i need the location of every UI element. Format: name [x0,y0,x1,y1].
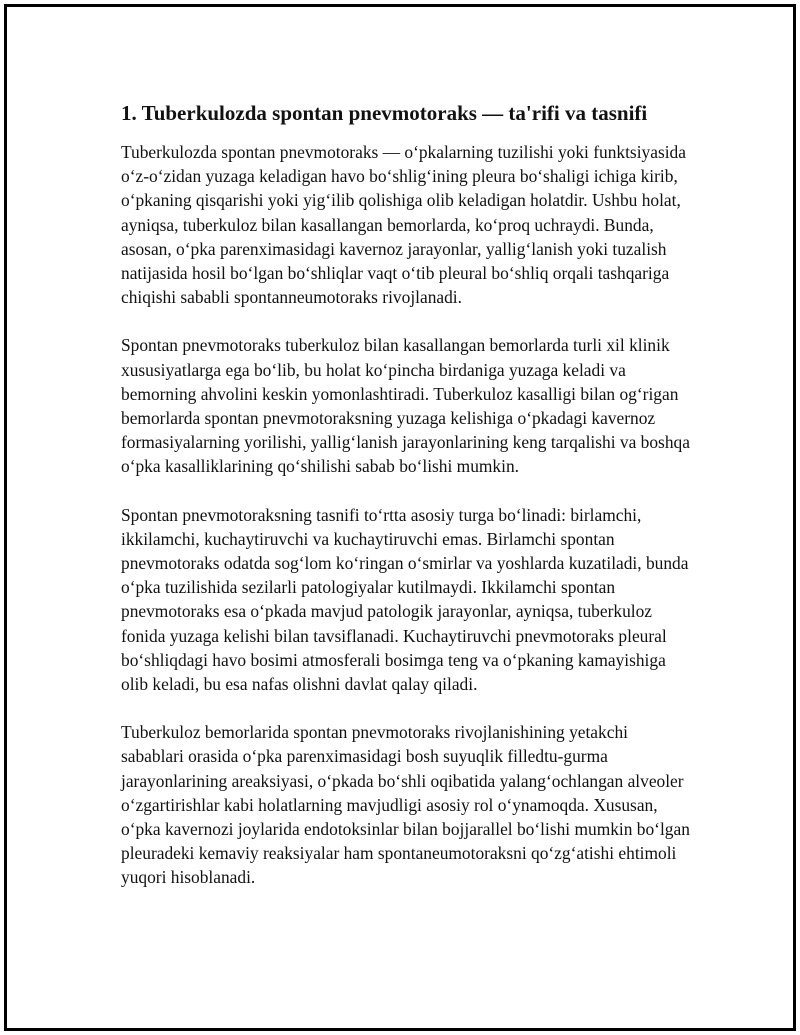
section-title: 1. Tuberkulozda spontan pnevmotoraks — ta'rifi va tasnifi [121,101,648,125]
paragraph-definition: Tuberkulozda spontan pnevmotoraks — o‘pkalarning tuzilishi yoki funktsiyasida o‘z-o‘zidan yuzaga keladigan havo bo‘shlig‘ining pleura bo‘shaligi ichiga kirib, o‘pkaning qisqarishi yoki yig‘ilib qolishiga olib keladigan holatdir. Ushbu holat, ayniqsa, tuberkuloz bilan kasallangan bemorlarda, ko‘proq uchraydi. Bunda, asosan, o‘pka parenximasidagi kavernoz jarayonlar, yallig‘lanish yoki tuzalish natijasida hosil bo‘lgan bo‘shliqlar vaqt o‘tib pleural bo‘shliq orqali tashqariga chiqishi sababli spontanneumotoraks rivojlanadi. [121,142,686,308]
paragraph-causes: Tuberkuloz bemorlarida spontan pnevmotoraks rivojlanishining yetakchi sabablari orasida o‘pka parenximasidagi bosh suyuqlik filledtu-gurma jarayonlarining areaksiyasi, o‘pkada bo‘shli oqibatida yalang‘ochlangan alveoler o‘zgartirishlar kabi holatlarning mavjudligi asosiy rol o‘ynamoqda. Xususan, o‘pka kavernozi joylarida endotoksinlar bilan bojjarallel bo‘lishi mumkin bo‘lgan pleuradeki kemaviy reaksiyalar ham spontaneumotoraksni qo‘zg‘atishi ehtimoli yuqori hisoblanadi. [121,722,690,888]
paragraph-clinical-features: Spontan pnevmotoraks tuberkuloz bilan kasallangan bemorlarda turli xil klinik xususiyatlarga ega bo‘lib, bu holat ko‘pincha birdaniga yuzaga keladi va bemorning ahvolini keskin yomonlashtiradi. Tuberkuloz kasalligi bilan og‘rigan bemorlarda spontan pnevmotoraksning yuzaga kelishiga o‘pkadagi kavernoz formasiyalarning yorilishi, yallig‘lanish jarayonlarining keng tarqalishi va boshqa o‘pka kasalliklarining qo‘shilishi sabab bo‘lishi mumkin. [121,335,690,477]
paragraph-classification: Spontan pnevmotoraksning tasnifi to‘rtta asosiy turga bo‘linadi: birlamchi, ikkilamchi, kuchaytiruvchi va kuchaytiruvchi emas. Birlamchi spontan pnevmotoraks odatda sog‘lom ko‘ringan o‘smirlar va yoshlarda kuzatiladi, bunda o‘pka tuzilishida sezilarli patologiyalar kutilmaydi. Ikkilamchi spontan pnevmotoraks esa o‘pkada mavjud patologik jarayonlar, ayniqsa, tuberkuloz fonida yuzaga kelishi bilan tavsiflanadi. Kuchaytiruvchi pnevmotoraks pleural bo‘shliqdagi havo bosimi atmosferali bosimga teng va o‘pkaning kamayishiga olib keladi, bu esa nafas olishni davlat qalay qiladi. [121,504,689,695]
page-frame [4,4,796,1031]
document-body [121,100,691,890]
